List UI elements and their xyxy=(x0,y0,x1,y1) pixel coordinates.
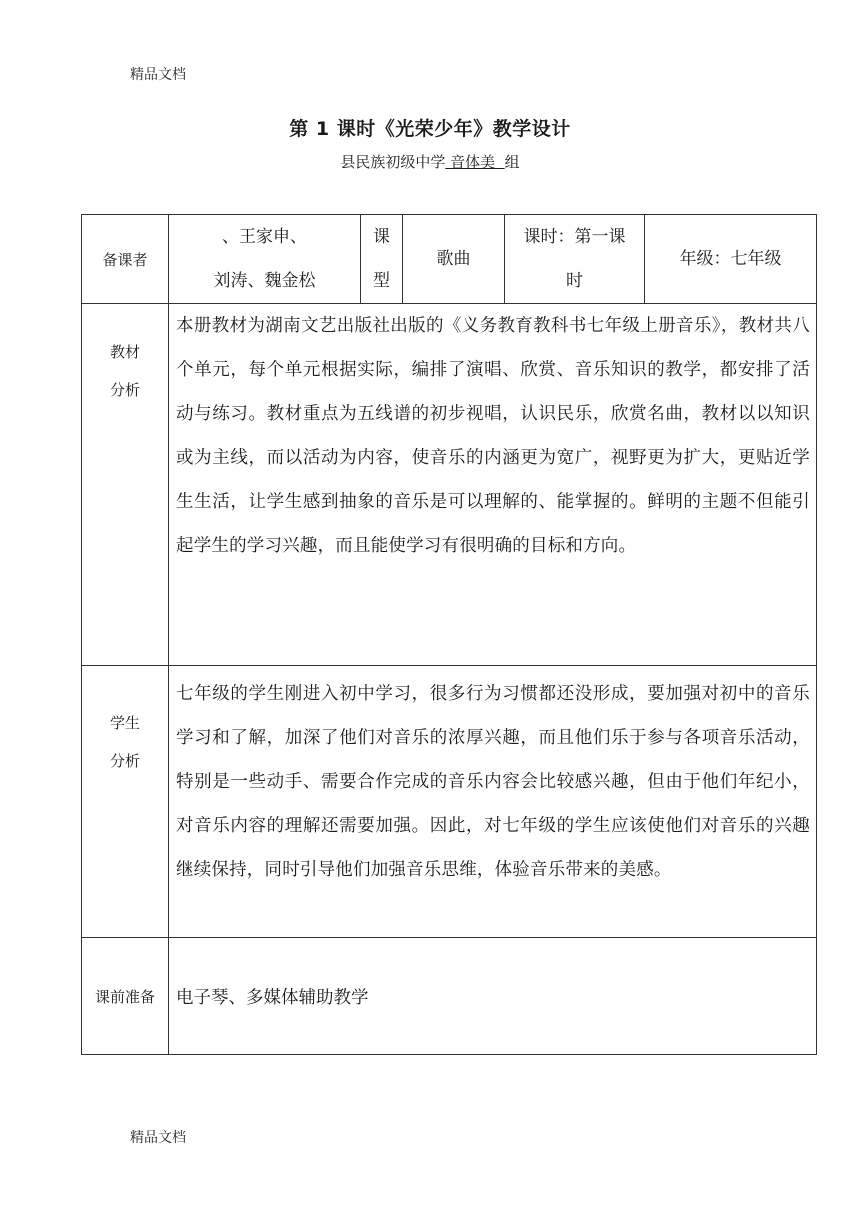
preparer-line-2: 刘涛、魏金松 xyxy=(213,271,316,291)
document-subtitle xyxy=(0,151,860,172)
table-row-header xyxy=(82,215,817,304)
preparer-names xyxy=(169,215,361,304)
table-row-textbook xyxy=(82,304,817,666)
preparer-line-1: 、王家申、 xyxy=(222,227,307,247)
preparation-text: 电子琴、多媒体辅助教学 xyxy=(169,938,817,1055)
grade-level: 年级：七年级 xyxy=(645,215,817,304)
textbook-label-1: 教材 xyxy=(109,343,140,361)
student-label-1: 学生 xyxy=(109,714,140,732)
textbook-label-2: 分析 xyxy=(109,381,140,399)
student-analysis-label xyxy=(82,666,169,938)
school-name: 县民族初级中学 xyxy=(340,153,446,171)
lesson-period xyxy=(505,215,645,304)
document-title: 第 1 课时《光荣少年》教学设计 xyxy=(289,118,571,140)
textbook-analysis-text: 本册教材为湖南文艺出版社出版的《义务教育教科书七年级上册音乐》，教材共八个单元，每个单元根据实际，编排了演唱、欣赏、音乐知识的教学，都安排了活动与练习。教材重点为五线谱的初步视唱，认识民乐，欣赏名曲，教材以以知识或为主线，而以活动为内容，使音乐的内涵更为宽广，视野更为扩大，更贴近学生生活，让学生感到抽象的音乐是可以理解的、能掌握的。鲜明的主题不但能引起学生的学习兴趣，而且能使学习有很明确的目标和方向。 xyxy=(169,304,817,666)
lesson-type-label-1: 课 xyxy=(373,227,390,247)
page-footer-watermark: 精品文档 xyxy=(130,1130,186,1146)
lesson-type-label xyxy=(361,215,403,304)
student-label-2: 分析 xyxy=(109,752,140,770)
lesson-type-value: 歌曲 xyxy=(403,215,505,304)
lesson-period-line-1: 课时：第一课 xyxy=(523,227,626,247)
lesson-plan-table xyxy=(81,214,817,1055)
page-header-watermark: 精品文档 xyxy=(130,67,186,83)
textbook-analysis-label xyxy=(82,304,169,666)
student-analysis-text: 七年级的学生刚进入初中学习，很多行为习惯都还没形成，要加强对初中的音乐学习和了解，加深了他们对音乐的浓厚兴趣，而且他们乐于参与各项音乐活动，特别是一些动手、需要合作完成的音乐内容会比较感兴趣，但由于他们年纪小，对音乐内容的理解还需要加强。因此，对七年级的学生应该使他们对音乐的兴趣继续保持，同时引导他们加强音乐思维，体验音乐带来的美感。 xyxy=(169,666,817,938)
lesson-period-line-2: 时 xyxy=(566,271,583,291)
lesson-type-label-2: 型 xyxy=(373,271,390,291)
preparation-label: 课前准备 xyxy=(82,938,169,1055)
group-name: 音体美 xyxy=(445,153,505,171)
table-row-students xyxy=(82,666,817,938)
group-suffix: 组 xyxy=(504,153,520,171)
table-row-preparation xyxy=(82,938,817,1055)
preparer-label: 备课者 xyxy=(82,215,169,304)
